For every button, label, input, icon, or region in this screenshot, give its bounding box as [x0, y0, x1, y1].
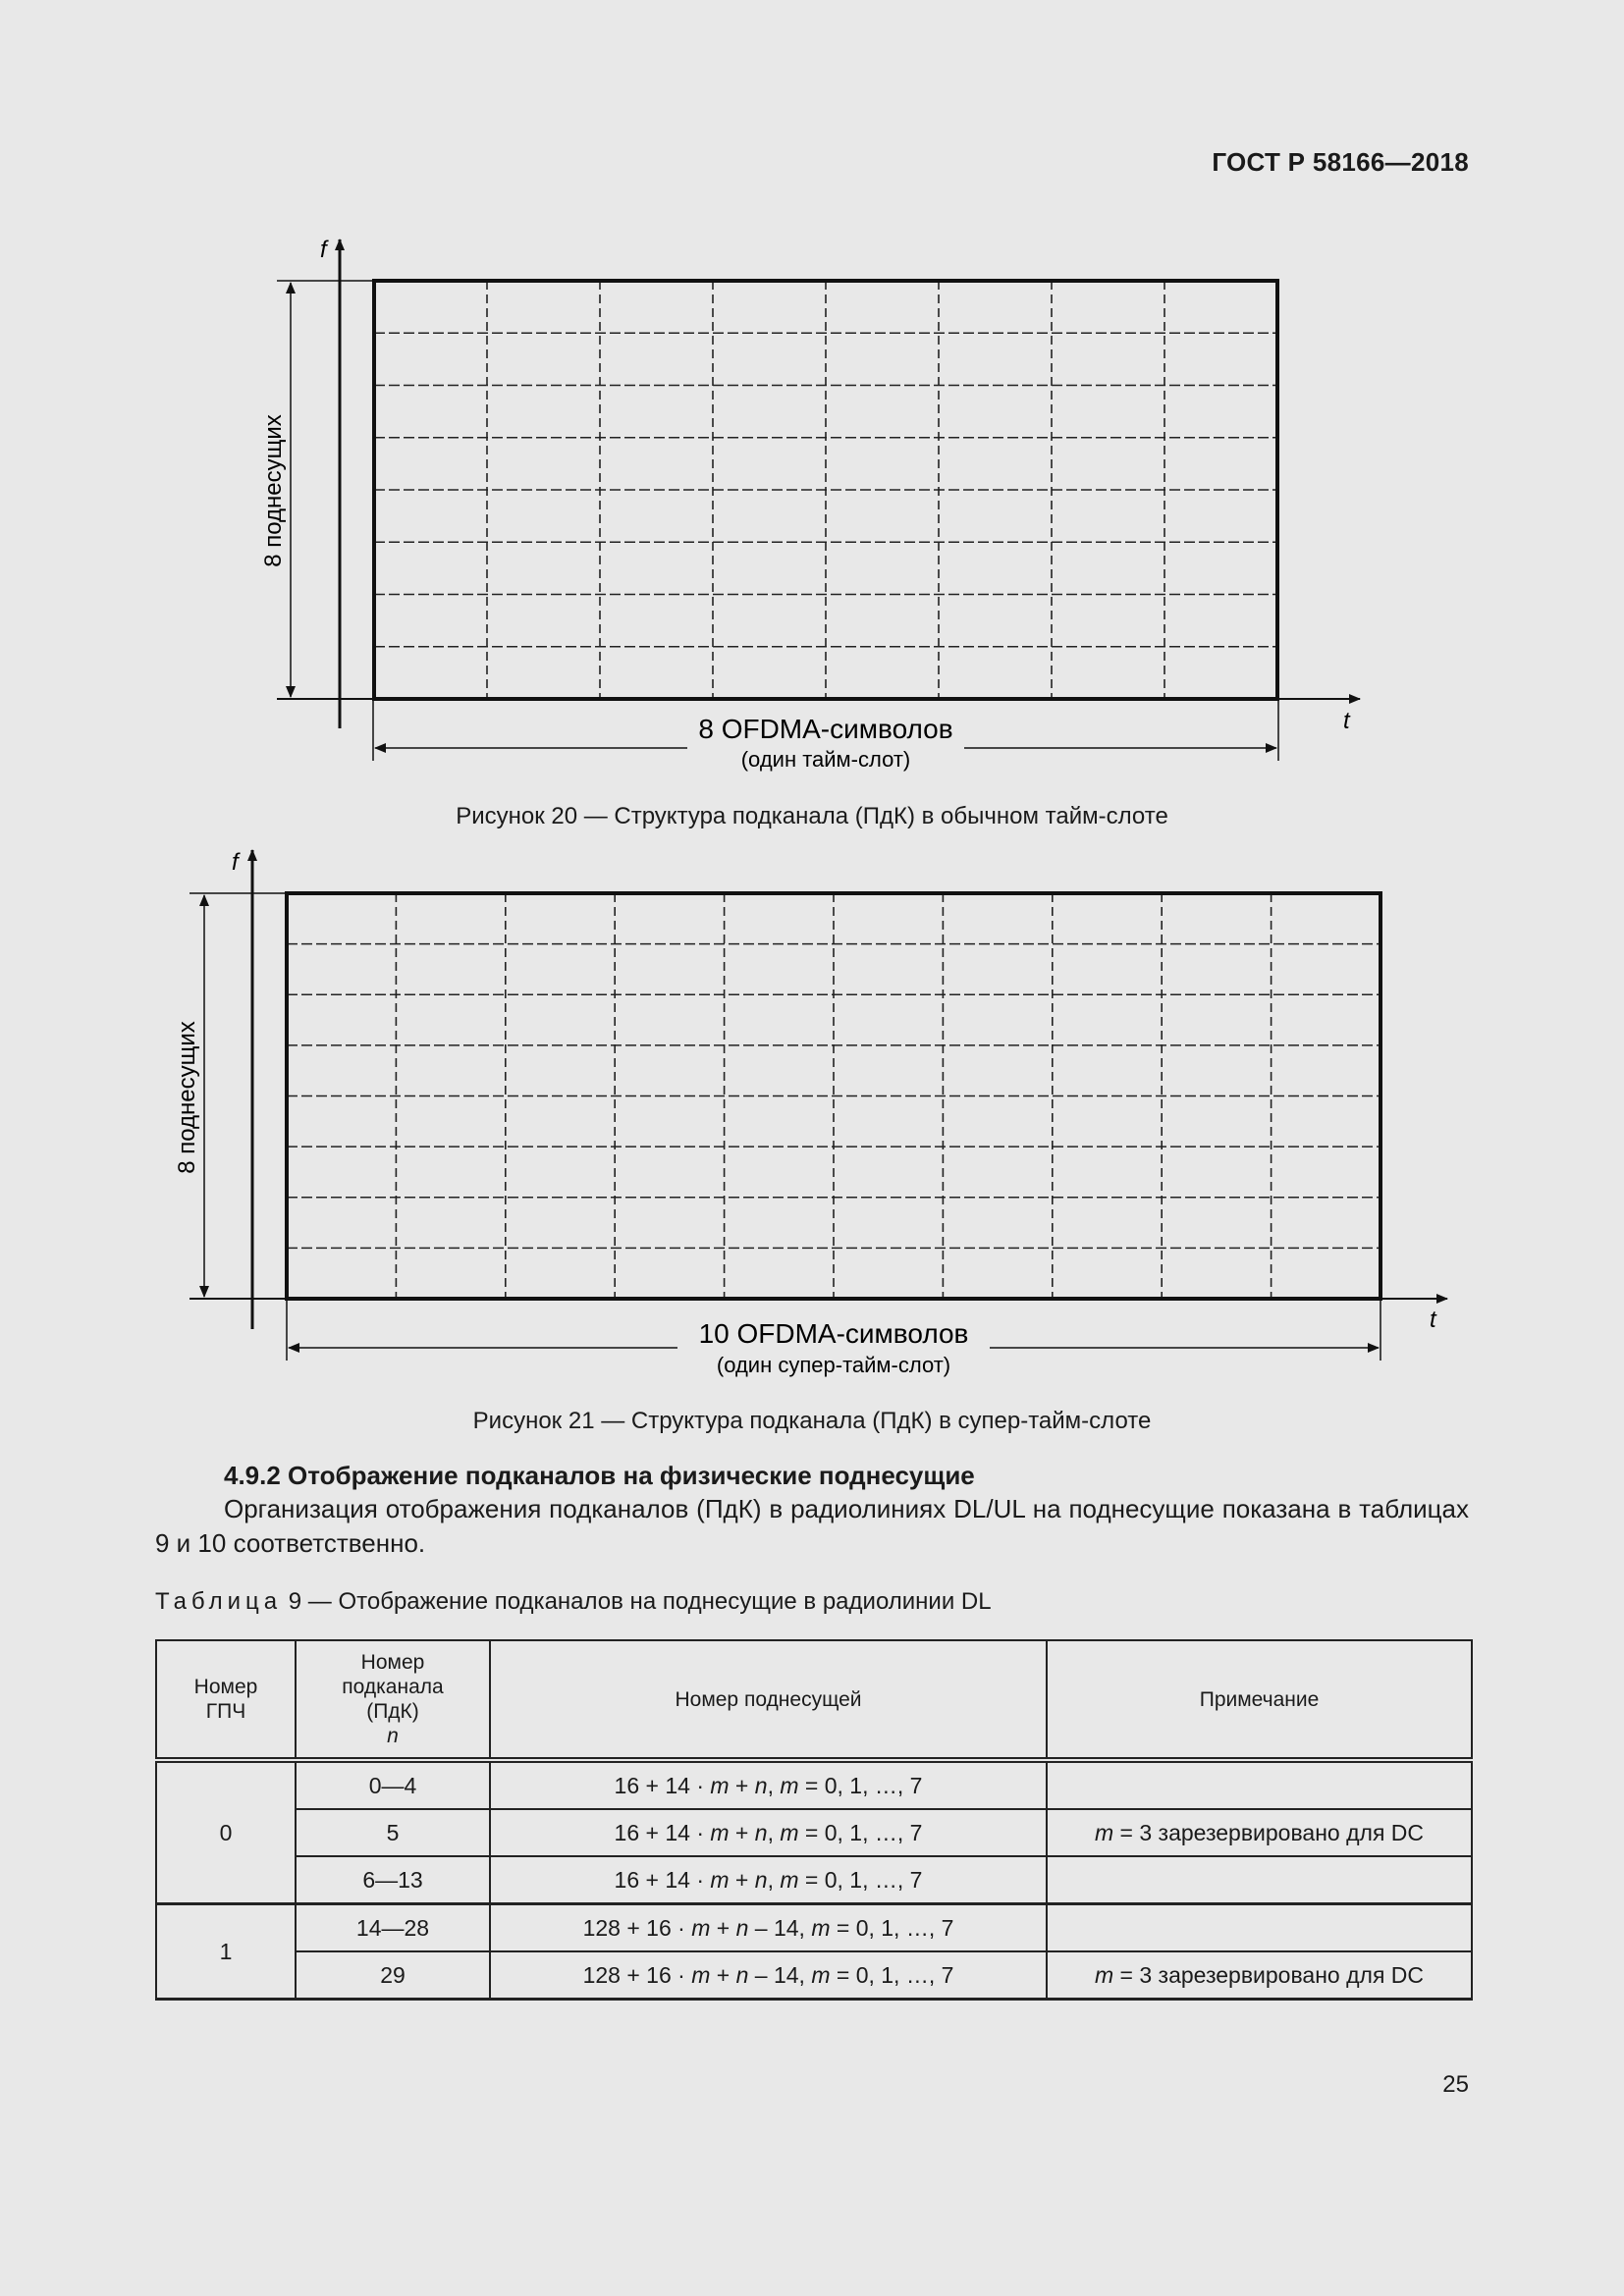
section-paragraph: Организация отображения подканалов (ПдК) в радиолиниях DL/UL на поднесущие показана в таблицах 9 и 10 соответственно. [155, 1494, 1469, 1558]
figure-21-grid [287, 893, 1380, 1299]
table-row [156, 1951, 1472, 2000]
header-subcarrier: Номер поднесущей [490, 1640, 1047, 1760]
cell-subcarrier-formula: 16 + 14 · m + n, m = 0, 1, …, 7 [490, 1809, 1047, 1856]
header-subchannel-var: n [387, 1725, 399, 1747]
figure-21-freq-axis-label: f [232, 849, 239, 876]
cell-subcarrier-formula: 16 + 14 · m + n, m = 0, 1, …, 7 [490, 1760, 1047, 1809]
document-id: ГОСТ Р 58166—2018 [1212, 147, 1469, 177]
cell-fh-number: 0 [156, 1760, 296, 1904]
figure-20-freq-axis-label: f [320, 237, 327, 263]
figure-20-time-axis-label: t [1343, 708, 1350, 734]
figure-20-diagram [0, 236, 1624, 785]
subchannel-mapping-table [155, 1639, 1473, 2001]
figure-20-vertical-label: 8 поднесущих [260, 414, 287, 567]
figure-21-dimension-sublabel: (один супер-тайм-слот) [716, 1353, 951, 1377]
figure-21-time-axis-label: t [1430, 1307, 1436, 1333]
cell-note [1047, 1760, 1472, 1809]
header-note: Примечание [1047, 1640, 1472, 1760]
figure-21-caption: Рисунок 21 — Структура подканала (ПдК) в супер-тайм-слоте [472, 1408, 1152, 1434]
figure-20-dimension-label: 8 OFDMA-символов [698, 714, 953, 744]
cell-subchannel: 5 [296, 1809, 490, 1856]
cell-subchannel: 6—13 [296, 1856, 490, 1904]
section-heading: 4.9.2 Отображение подканалов на физические поднесущие [224, 1461, 975, 1490]
cell-note [1047, 1904, 1472, 1952]
figure-20-grid [374, 281, 1277, 699]
header-subchannel [296, 1640, 490, 1760]
cell-subcarrier-formula: 128 + 16 · m + n – 14, m = 0, 1, …, 7 [490, 1951, 1047, 2000]
page-number: 25 [1442, 2071, 1469, 2098]
table-title [155, 1588, 992, 1616]
cell-note: m = 3 зарезервировано для DC [1047, 1951, 1472, 2000]
figure-20-caption: Рисунок 20 — Структура подканала (ПдК) в обычном тайм-слоте [456, 803, 1168, 829]
figure-21-dimension-label: 10 OFDMA-символов [698, 1318, 969, 1349]
cell-subchannel: 0—4 [296, 1760, 490, 1809]
header-fh: Номер ГПЧ [156, 1640, 296, 1760]
cell-note [1047, 1856, 1472, 1904]
figure-21-vertical-label: 8 поднесущих [174, 1021, 200, 1174]
table-row [156, 1809, 1472, 1856]
cell-note: m = 3 зарезервировано для DC [1047, 1809, 1472, 1856]
cell-subchannel: 29 [296, 1951, 490, 2000]
table-title-rest: 9 — Отображение подканалов на поднесущие в радиолинии DL [288, 1588, 992, 1615]
table-row [156, 1760, 1472, 1809]
cell-subchannel: 14—28 [296, 1904, 490, 1952]
table-header-row [156, 1640, 1472, 1760]
figure-20-dimension-sublabel: (один тайм-слот) [740, 747, 911, 772]
figure-21-diagram [0, 846, 1624, 1396]
header-subchannel-label: Номер подканала (ПдК) [342, 1651, 444, 1723]
cell-subcarrier-formula: 128 + 16 · m + n – 14, m = 0, 1, …, 7 [490, 1904, 1047, 1952]
table-title-prefix: Таблица [155, 1588, 283, 1615]
table-row [156, 1856, 1472, 1904]
cell-subcarrier-formula: 16 + 14 · m + n, m = 0, 1, …, 7 [490, 1856, 1047, 1904]
cell-fh-number: 1 [156, 1904, 296, 2000]
table-row [156, 1904, 1472, 1952]
